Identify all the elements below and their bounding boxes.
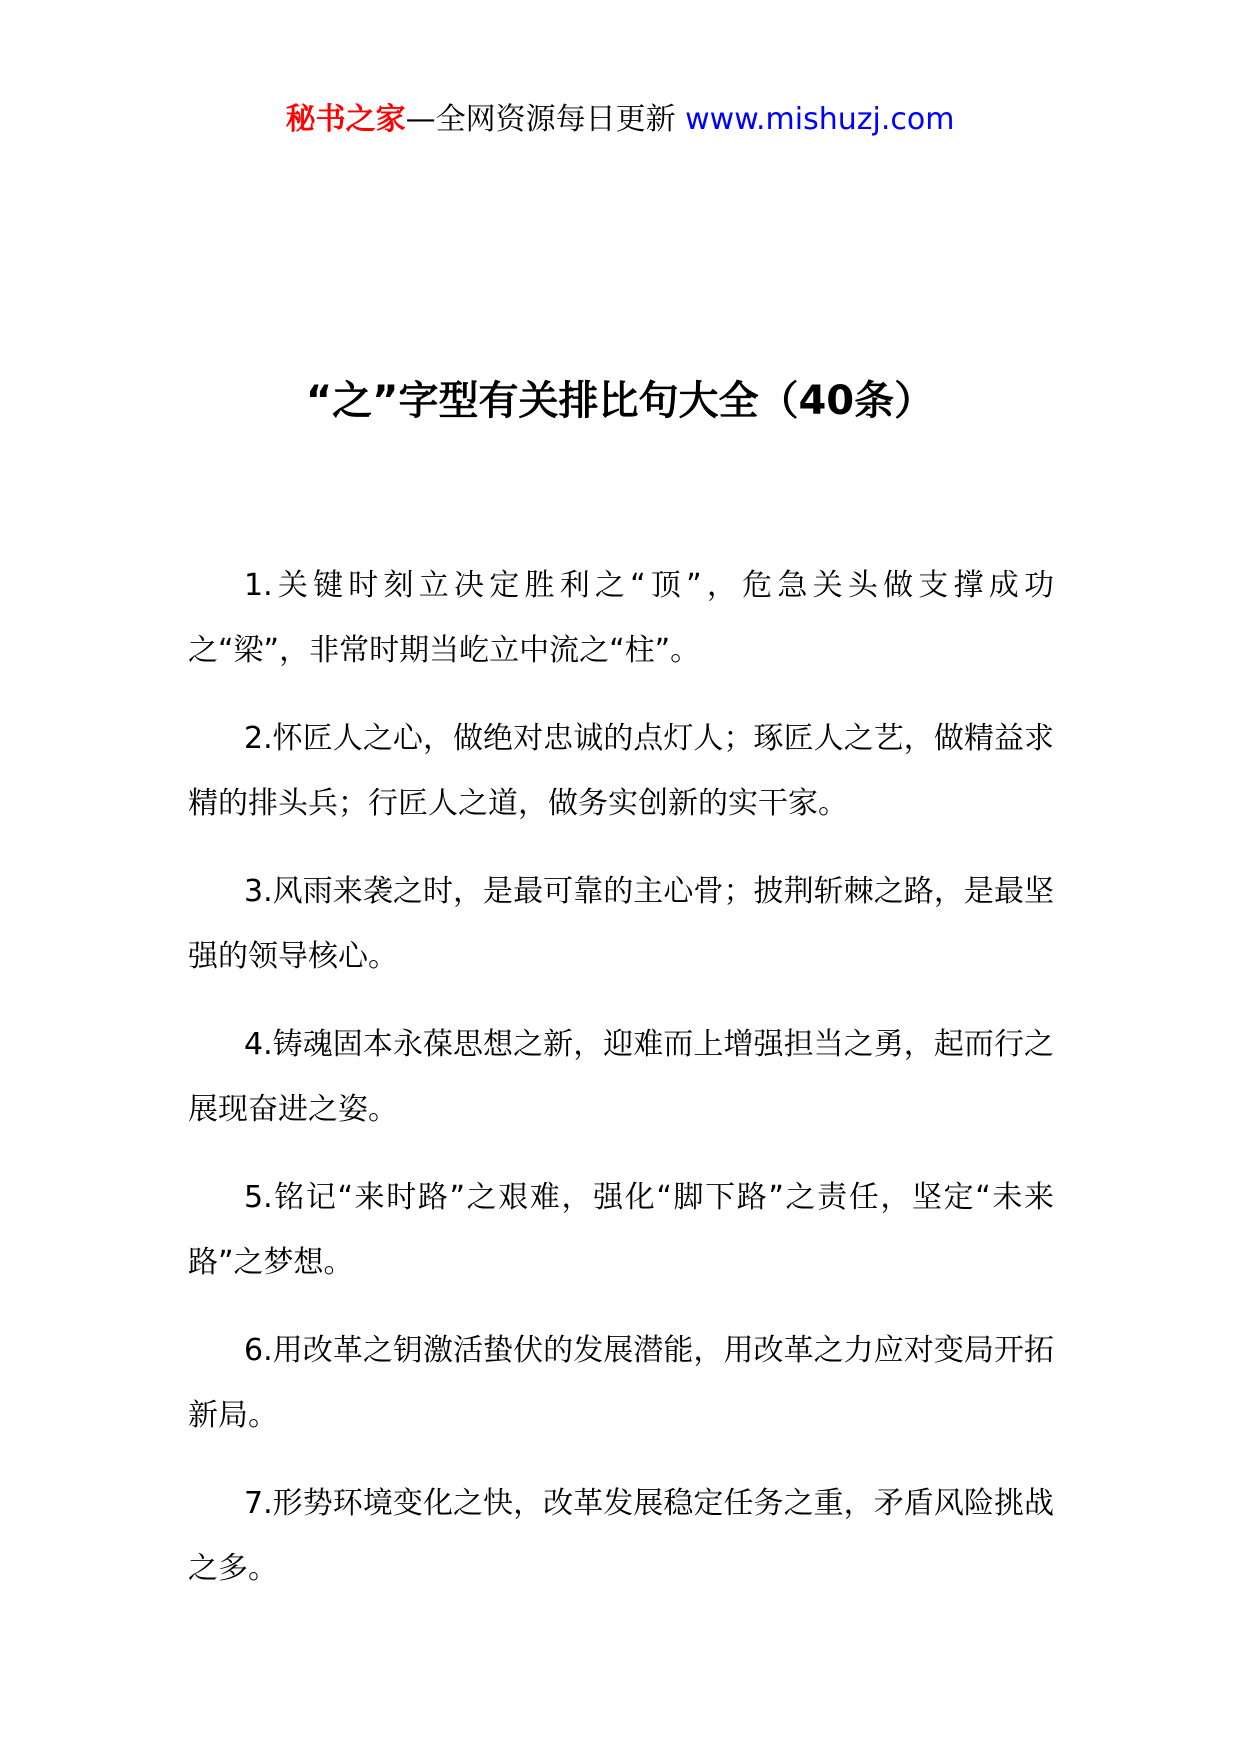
list-item: 7.形势环境变化之快，改革发展稳定任务之重，矛盾风险挑战之多。 [188, 1486, 1054, 1586]
list-item: 5.铭记“来时路”之艰难，强化“脚下路”之责任，坚定“未来路”之梦想。 [188, 1180, 1054, 1280]
brand-name: 秘书之家 [285, 102, 406, 137]
website-link[interactable]: www.mishuzj.com [685, 102, 955, 137]
list-item: 6.用改革之钥激活蛰伏的发展潜能，用改革之力应对变局开拓新局。 [188, 1333, 1054, 1433]
list-item: 4.铸魂固本永葆思想之新，迎难而上增强担当之勇，起而行之展现奋进之姿。 [188, 1027, 1054, 1127]
header-slogan: —全网资源每日更新 [405, 102, 686, 137]
list-item: 2.怀匠人之心，做绝对忠诚的点灯人；琢匠人之艺，做精益求精的排头兵；行匠人之道，做务实创新的实干家。 [188, 721, 1054, 821]
site-header [0, 100, 1240, 140]
list-item: 1.关键时刻立决定胜利之“顶”，危急关头做支撑成功之“梁”，非常时期当屹立中流之“柱”。 [188, 568, 1054, 668]
document-title: “之”字型有关排比句大全（40条） [305, 378, 935, 424]
list-item: 3.风雨来袭之时，是最可靠的主心骨；披荆斩棘之路，是最坚强的领导核心。 [188, 874, 1054, 974]
document-body [188, 553, 1054, 1624]
